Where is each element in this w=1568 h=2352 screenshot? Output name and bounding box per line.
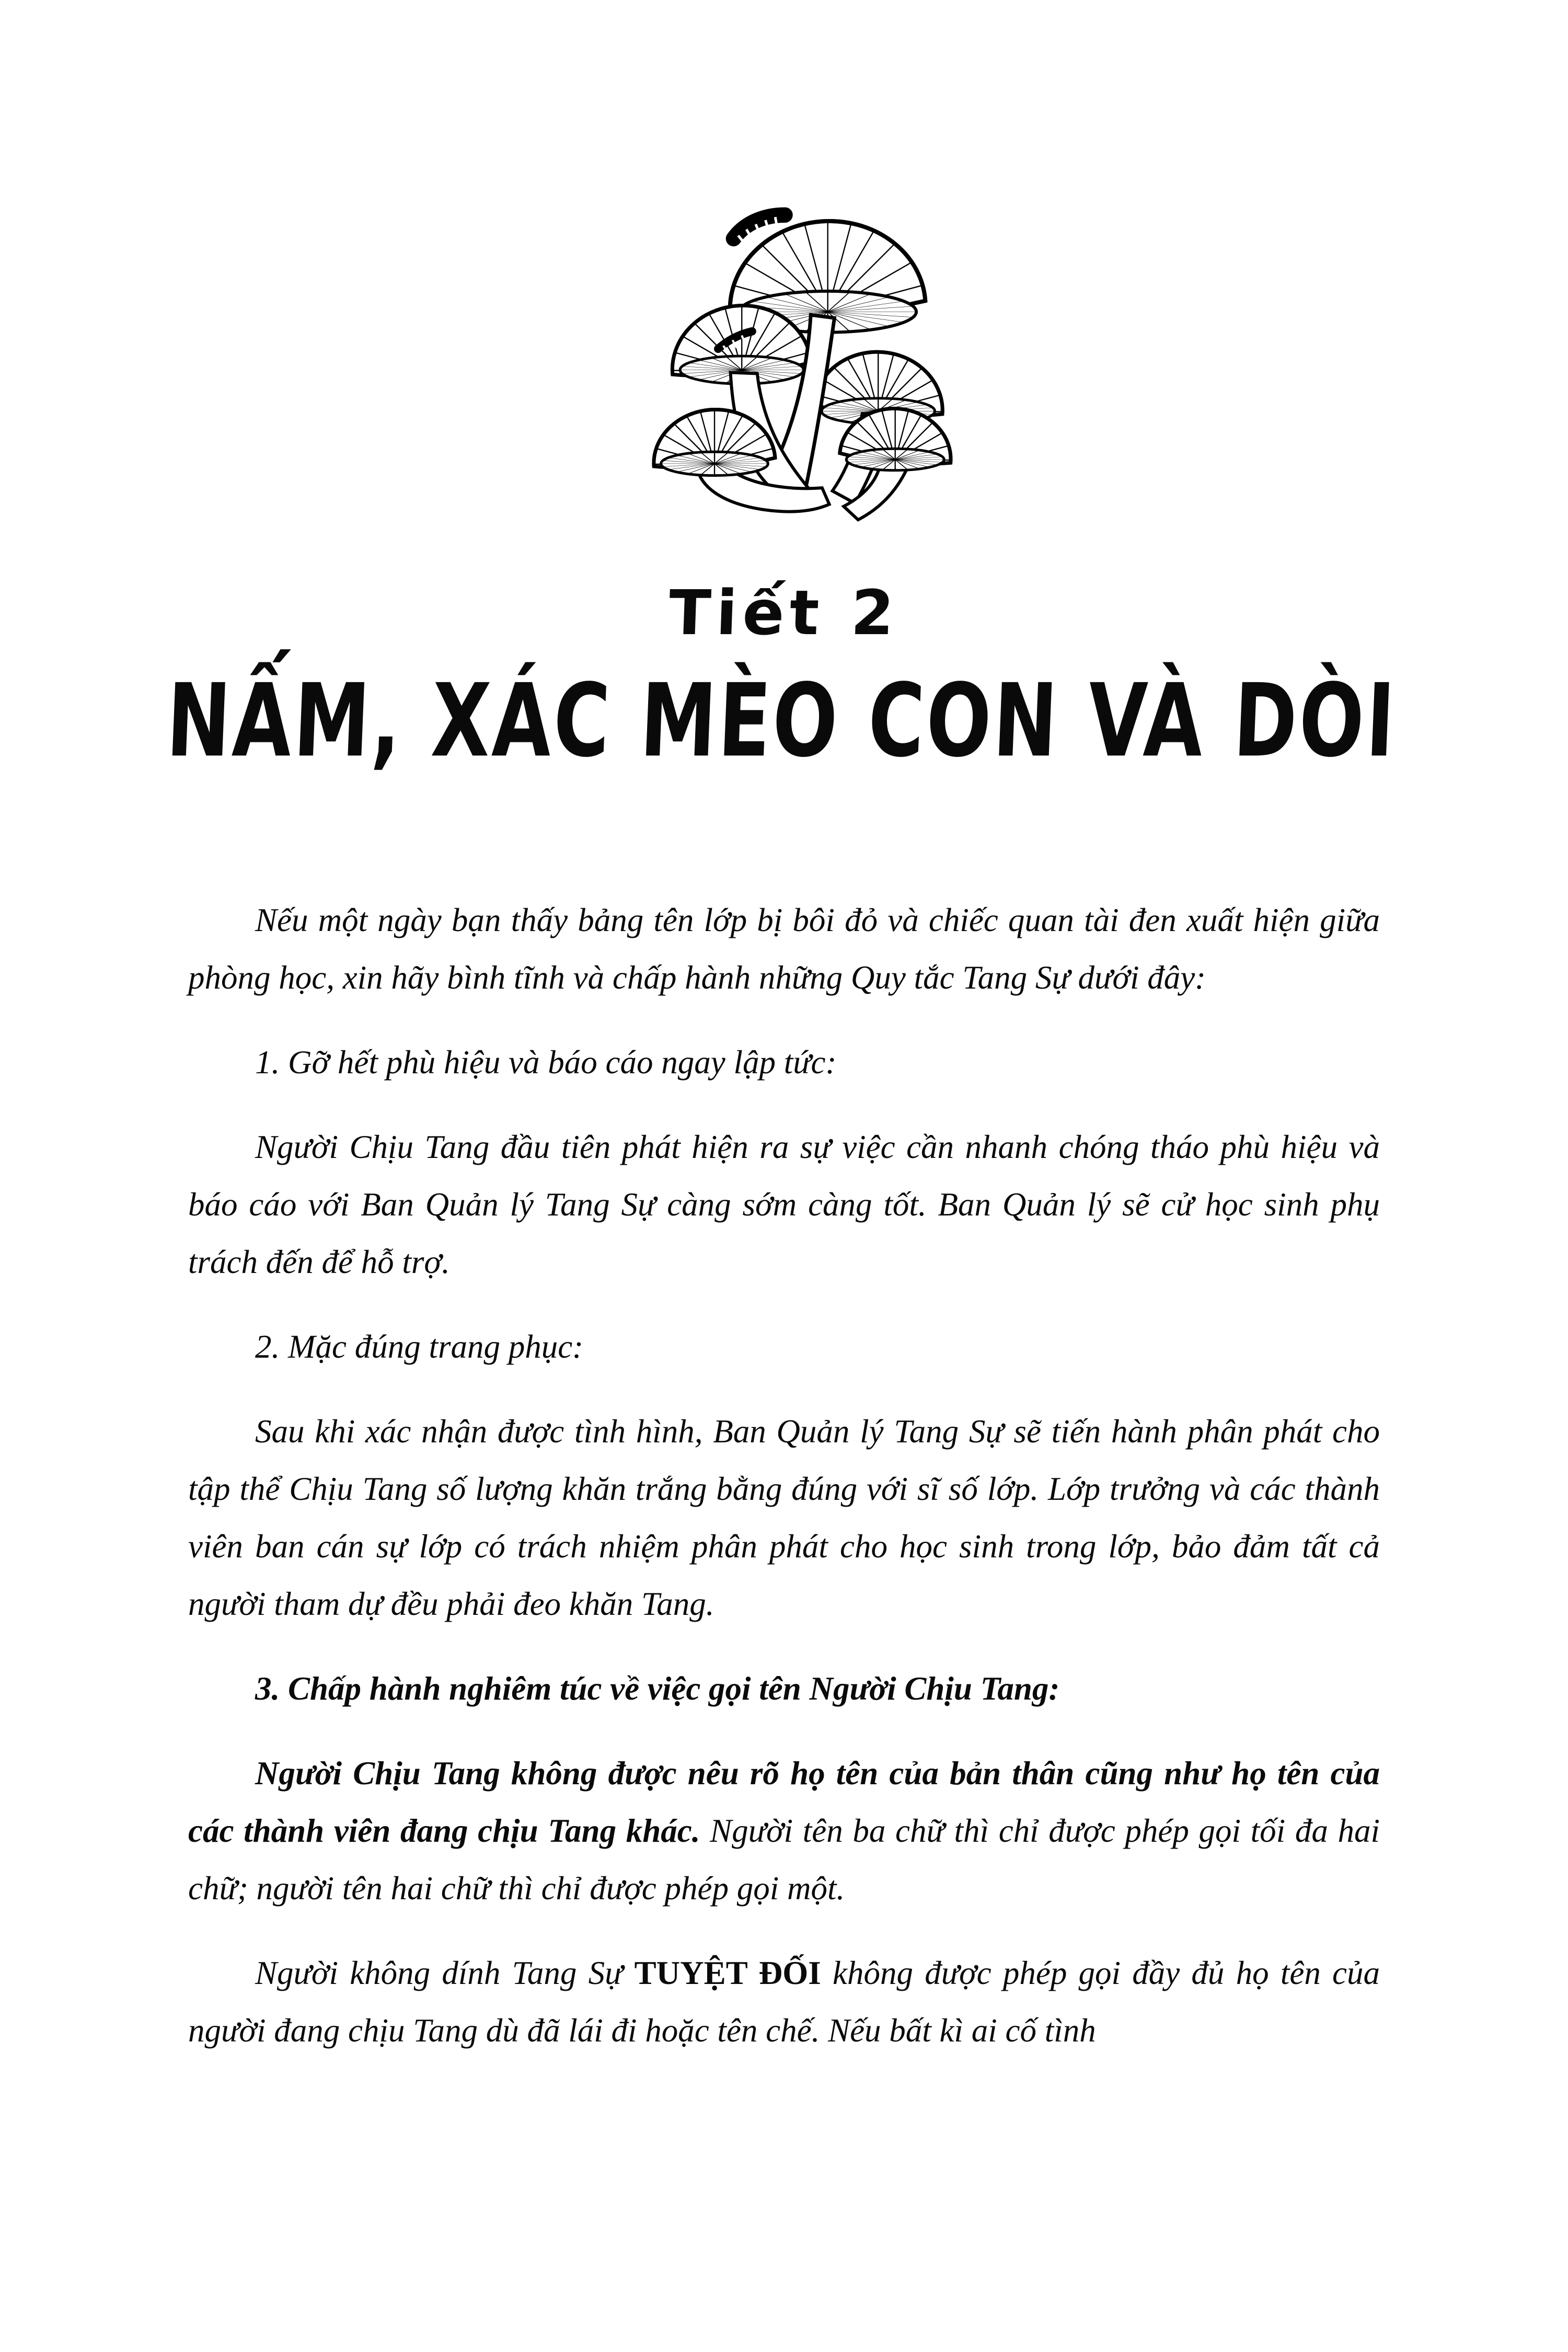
paragraph-intro: Nếu một ngày bạn thấy bảng tên lớp bị bôi đỏ và chiếc quan tài đen xuất hiện giữa phòng học, xin hãy bình tĩnh và chấp hành những Quy tắc Tang Sự dưới đây: [188, 902, 1380, 996]
paragraph-rule-3-body-2: Người không dính Tang Sự TUYỆT ĐỐI không được phép gọi đầy đủ họ tên của người đang chịu Tang dù đã lái đi hoặc tên chế. Nếu bất kì ai cố tình [188, 1955, 1380, 2049]
paragraph-rule-1-body: Người Chịu Tang đầu tiên phát hiện ra sự việc cần nhanh chóng tháo phù hiệu và báo cáo với Ban Quản lý Tang Sự càng sớm càng tốt. Ban Quản lý sẽ cử học sinh phụ trách đến để hỗ trợ. [188, 1129, 1380, 1280]
body-text [188, 891, 1380, 2059]
paragraph-rule-3-body: Người Chịu Tang không được nêu rõ họ tên của bản thân cũng như họ tên của các thành viên đang chịu Tang khác. Người tên ba chữ thì chỉ được phép gọi tối đa hai chữ; người tên hai chữ thì chỉ được phép gọi một. [188, 1755, 1380, 1907]
mushroom-cluster-icon [609, 188, 959, 528]
paragraph-rule-2-body: Sau khi xác nhận được tình hình, Ban Quản lý Tang Sự sẽ tiến hành phân phát cho tập thể Chịu Tang số lượng khăn trắng bằng đúng với sĩ số lớp. Lớp trưởng và các thành viên ban cán sự lớp có trách nhiệm phân phát cho học sinh trong lớp, bảo đảm tất cả người tham dự đều phải đeo khăn Tang. [188, 1413, 1380, 1622]
chapter-label: Tiết 2 [667, 577, 901, 649]
paragraph-rule-3-heading: 3. Chấp hành nghiêm túc về việc gọi tên Người Chịu Tang: [255, 1670, 1060, 1707]
paragraph-rule-1-heading: 1. Gỡ hết phù hiệu và báo cáo ngay lập tức: [255, 1044, 837, 1081]
paragraph-rule-2-heading: 2. Mặc đúng trang phục: [255, 1328, 584, 1365]
chapter-illustration [0, 0, 1568, 531]
page-title: NẤM, XÁC MÈO CON VÀ DÒI [164, 662, 1399, 780]
